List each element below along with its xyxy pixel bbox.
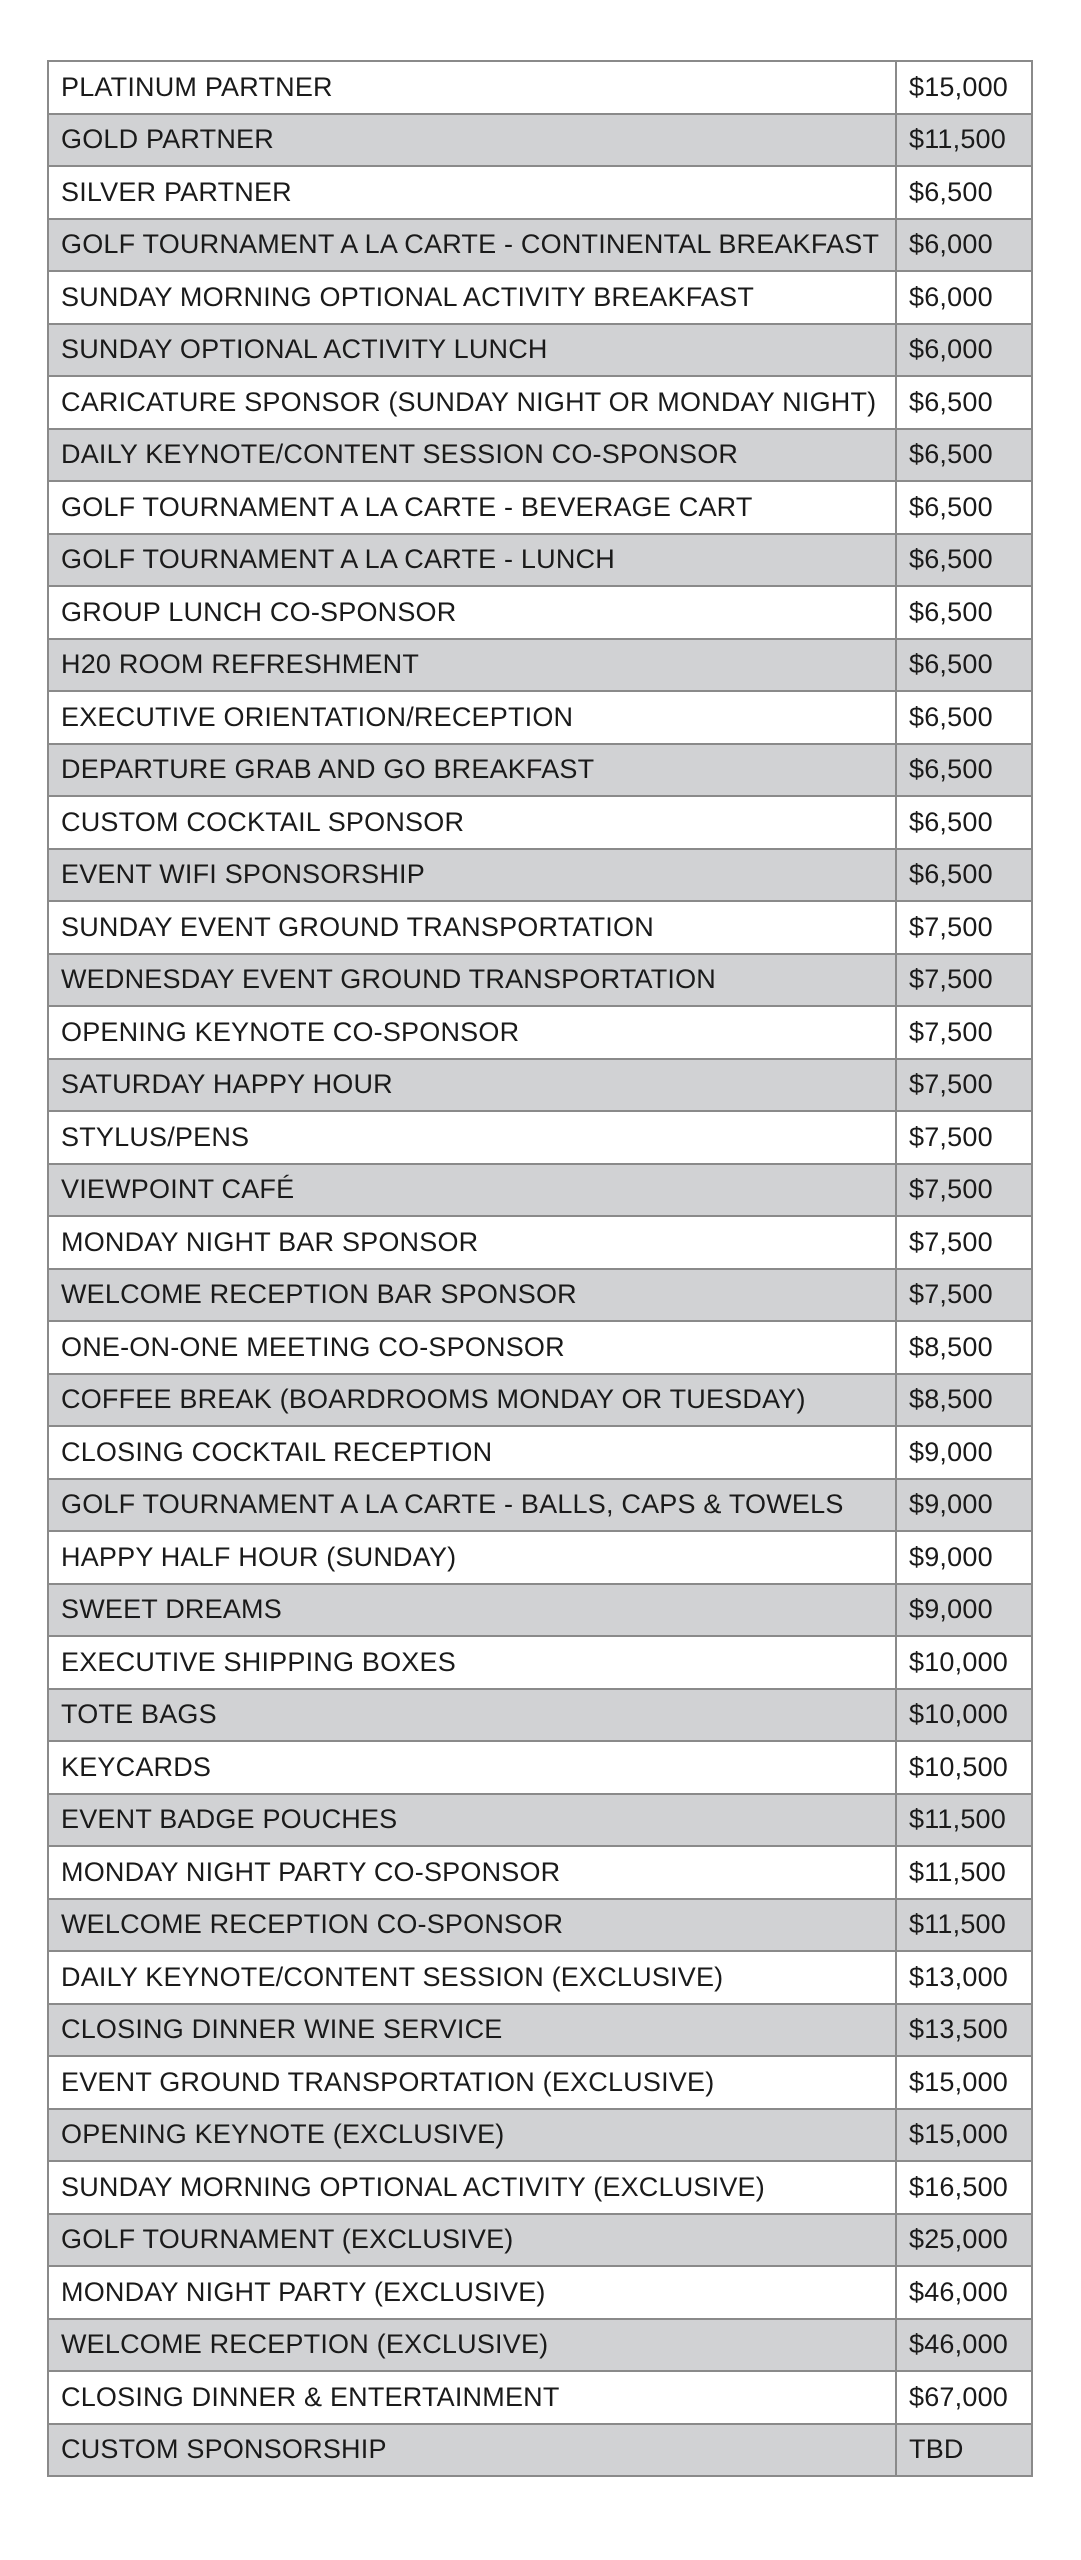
sponsorship-item-name: EXECUTIVE SHIPPING BOXES: [48, 1636, 896, 1689]
table-row: [48, 2371, 1032, 2424]
sponsorship-item-price: $7,500: [896, 1006, 1032, 1059]
sponsorship-item-price: $9,000: [896, 1531, 1032, 1584]
sponsorship-item-name: SUNDAY MORNING OPTIONAL ACTIVITY BREAKFAST: [48, 271, 896, 324]
sponsorship-item-name: MONDAY NIGHT PARTY CO-SPONSOR: [48, 1846, 896, 1899]
table-row: [48, 901, 1032, 954]
sponsorship-item-price: $7,500: [896, 1164, 1032, 1217]
sponsorship-item-name: DEPARTURE GRAB AND GO BREAKFAST: [48, 744, 896, 797]
table-row: [48, 744, 1032, 797]
sponsorship-item-name: OPENING KEYNOTE CO-SPONSOR: [48, 1006, 896, 1059]
table-row: [48, 114, 1032, 167]
sponsorship-item-name: WEDNESDAY EVENT GROUND TRANSPORTATION: [48, 954, 896, 1007]
sponsorship-item-name: TOTE BAGS: [48, 1689, 896, 1742]
table-row: [48, 1269, 1032, 1322]
sponsorship-item-price: $6,500: [896, 691, 1032, 744]
sponsorship-item-name: GOLF TOURNAMENT A LA CARTE - BEVERAGE CART: [48, 481, 896, 534]
table-row: [48, 1006, 1032, 1059]
sponsorship-item-price: $6,500: [896, 376, 1032, 429]
sponsorship-item-name: EVENT GROUND TRANSPORTATION (EXCLUSIVE): [48, 2056, 896, 2109]
table-row: [48, 1059, 1032, 1112]
sponsorship-item-price: $10,000: [896, 1689, 1032, 1742]
sponsorship-item-price: $46,000: [896, 2266, 1032, 2319]
sponsorship-item-price: $8,500: [896, 1321, 1032, 1374]
table-row: [48, 1741, 1032, 1794]
table-row: [48, 2056, 1032, 2109]
sponsorship-item-price: $15,000: [896, 2056, 1032, 2109]
sponsorship-item-name: HAPPY HALF HOUR (SUNDAY): [48, 1531, 896, 1584]
table-row: [48, 586, 1032, 639]
sponsorship-item-name: WELCOME RECEPTION BAR SPONSOR: [48, 1269, 896, 1322]
table-row: [48, 2004, 1032, 2057]
sponsorship-item-price: $13,500: [896, 2004, 1032, 2057]
sponsorship-item-name: GOLF TOURNAMENT A LA CARTE - BALLS, CAPS & TOWELS: [48, 1479, 896, 1532]
sponsorship-item-price: $6,500: [896, 849, 1032, 902]
sponsorship-item-name: STYLUS/PENS: [48, 1111, 896, 1164]
sponsorship-item-price: $67,000: [896, 2371, 1032, 2424]
sponsorship-item-price: $7,500: [896, 1111, 1032, 1164]
sponsorship-item-name: COFFEE BREAK (BOARDROOMS MONDAY OR TUESDAY): [48, 1374, 896, 1427]
sponsorship-item-price: $25,000: [896, 2214, 1032, 2267]
sponsorship-item-price: $15,000: [896, 2109, 1032, 2162]
table-row: [48, 376, 1032, 429]
sponsorship-item-price: $9,000: [896, 1426, 1032, 1479]
sponsorship-item-price: $13,000: [896, 1951, 1032, 2004]
sponsorship-item-name: SWEET DREAMS: [48, 1584, 896, 1637]
sponsorship-item-name: EVENT BADGE POUCHES: [48, 1794, 896, 1847]
sponsorship-item-price: $15,000: [896, 61, 1032, 114]
sponsorship-item-name: OPENING KEYNOTE (EXCLUSIVE): [48, 2109, 896, 2162]
table-row: [48, 691, 1032, 744]
sponsorship-item-name: CUSTOM SPONSORSHIP: [48, 2424, 896, 2477]
sponsorship-item-price: $7,500: [896, 1216, 1032, 1269]
sponsorship-item-price: $7,500: [896, 1059, 1032, 1112]
table-row: [48, 1794, 1032, 1847]
table-row: [48, 1479, 1032, 1532]
sponsorship-item-name: WELCOME RECEPTION (EXCLUSIVE): [48, 2319, 896, 2372]
table-row: [48, 2319, 1032, 2372]
sponsorship-item-price: $6,500: [896, 429, 1032, 482]
table-row: [48, 2424, 1032, 2477]
sponsorship-item-price: TBD: [896, 2424, 1032, 2477]
sponsorship-item-name: SUNDAY MORNING OPTIONAL ACTIVITY (EXCLUSIVE): [48, 2161, 896, 2214]
sponsorship-item-price: $16,500: [896, 2161, 1032, 2214]
table-row: [48, 2109, 1032, 2162]
sponsorship-item-price: $6,500: [896, 796, 1032, 849]
sponsorship-item-price: $6,500: [896, 639, 1032, 692]
sponsorship-item-name: CUSTOM COCKTAIL SPONSOR: [48, 796, 896, 849]
table-row: [48, 2161, 1032, 2214]
table-row: [48, 271, 1032, 324]
sponsorship-item-name: GOLF TOURNAMENT (EXCLUSIVE): [48, 2214, 896, 2267]
sponsorship-item-name: GOLF TOURNAMENT A LA CARTE - CONTINENTAL BREAKFAST: [48, 219, 896, 272]
sponsorship-item-name: MONDAY NIGHT PARTY (EXCLUSIVE): [48, 2266, 896, 2319]
table-row: [48, 1426, 1032, 1479]
sponsorship-item-price: $6,500: [896, 744, 1032, 797]
table-row: [48, 1374, 1032, 1427]
table-row: [48, 1846, 1032, 1899]
table-row: [48, 2214, 1032, 2267]
sponsorship-item-name: KEYCARDS: [48, 1741, 896, 1794]
sponsorship-item-name: CLOSING DINNER & ENTERTAINMENT: [48, 2371, 896, 2424]
sponsorship-item-price: $7,500: [896, 1269, 1032, 1322]
sponsorship-item-price: $6,500: [896, 534, 1032, 587]
sponsorship-item-price: $10,500: [896, 1741, 1032, 1794]
table-row: [48, 1531, 1032, 1584]
table-row: [48, 1899, 1032, 1952]
table-row: [48, 1951, 1032, 2004]
sponsorship-item-price: $46,000: [896, 2319, 1032, 2372]
table-row: [48, 219, 1032, 272]
table-row: [48, 1636, 1032, 1689]
sponsorship-item-price: $11,500: [896, 1794, 1032, 1847]
sponsorship-item-price: $6,500: [896, 166, 1032, 219]
sponsorship-item-name: GOLF TOURNAMENT A LA CARTE - LUNCH: [48, 534, 896, 587]
table-row: [48, 324, 1032, 377]
sponsorship-item-name: EXECUTIVE ORIENTATION/RECEPTION: [48, 691, 896, 744]
sponsorship-item-price: $11,500: [896, 1846, 1032, 1899]
sponsorship-item-price: $9,000: [896, 1584, 1032, 1637]
sponsorship-item-price: $6,000: [896, 324, 1032, 377]
sponsorship-item-name: DAILY KEYNOTE/CONTENT SESSION CO-SPONSOR: [48, 429, 896, 482]
sponsorship-item-price: $11,500: [896, 1899, 1032, 1952]
table-row: [48, 481, 1032, 534]
sponsorship-item-price: $8,500: [896, 1374, 1032, 1427]
sponsorship-item-name: DAILY KEYNOTE/CONTENT SESSION (EXCLUSIVE): [48, 1951, 896, 2004]
table-row: [48, 1164, 1032, 1217]
sponsorship-item-name: EVENT WIFI SPONSORSHIP: [48, 849, 896, 902]
table-row: [48, 1111, 1032, 1164]
sponsorship-item-name: CARICATURE SPONSOR (SUNDAY NIGHT OR MONDAY NIGHT): [48, 376, 896, 429]
table-row: [48, 534, 1032, 587]
sponsorship-item-name: WELCOME RECEPTION CO-SPONSOR: [48, 1899, 896, 1952]
sponsorship-item-name: H20 ROOM REFRESHMENT: [48, 639, 896, 692]
sponsorship-pricing-sheet: [47, 60, 1031, 2477]
sponsorship-item-name: MONDAY NIGHT BAR SPONSOR: [48, 1216, 896, 1269]
table-row: [48, 796, 1032, 849]
sponsorship-item-price: $6,000: [896, 219, 1032, 272]
table-row: [48, 849, 1032, 902]
table-row: [48, 1689, 1032, 1742]
sponsorship-item-name: VIEWPOINT CAFÉ: [48, 1164, 896, 1217]
table-row: [48, 1584, 1032, 1637]
table-row: [48, 61, 1032, 114]
table-row: [48, 1216, 1032, 1269]
sponsorship-item-price: $6,500: [896, 481, 1032, 534]
sponsorship-item-price: $9,000: [896, 1479, 1032, 1532]
sponsorship-item-name: SILVER PARTNER: [48, 166, 896, 219]
sponsorship-item-name: GOLD PARTNER: [48, 114, 896, 167]
table-row: [48, 2266, 1032, 2319]
table-row: [48, 639, 1032, 692]
pricing-table-body: [48, 61, 1032, 2476]
table-row: [48, 1321, 1032, 1374]
sponsorship-item-name: GROUP LUNCH CO-SPONSOR: [48, 586, 896, 639]
table-row: [48, 954, 1032, 1007]
sponsorship-item-price: $6,500: [896, 586, 1032, 639]
sponsorship-item-name: CLOSING DINNER WINE SERVICE: [48, 2004, 896, 2057]
sponsorship-pricing-table: [47, 60, 1033, 2477]
sponsorship-item-name: SATURDAY HAPPY HOUR: [48, 1059, 896, 1112]
sponsorship-item-name: PLATINUM PARTNER: [48, 61, 896, 114]
sponsorship-item-price: $7,500: [896, 954, 1032, 1007]
table-row: [48, 166, 1032, 219]
sponsorship-item-name: SUNDAY OPTIONAL ACTIVITY LUNCH: [48, 324, 896, 377]
sponsorship-item-name: CLOSING COCKTAIL RECEPTION: [48, 1426, 896, 1479]
sponsorship-item-price: $7,500: [896, 901, 1032, 954]
sponsorship-item-price: $11,500: [896, 114, 1032, 167]
table-row: [48, 429, 1032, 482]
sponsorship-item-name: SUNDAY EVENT GROUND TRANSPORTATION: [48, 901, 896, 954]
sponsorship-item-price: $10,000: [896, 1636, 1032, 1689]
sponsorship-item-price: $6,000: [896, 271, 1032, 324]
sponsorship-item-name: ONE-ON-ONE MEETING CO-SPONSOR: [48, 1321, 896, 1374]
